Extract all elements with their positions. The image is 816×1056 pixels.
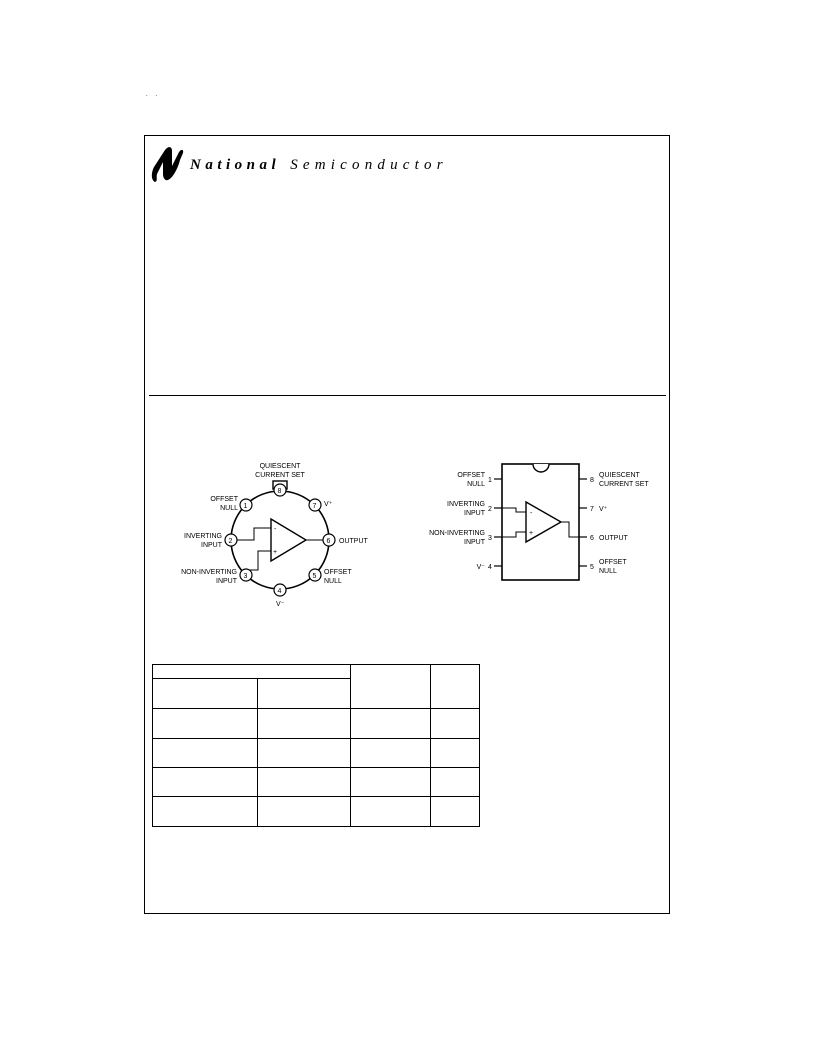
opamp-minus-sign: - bbox=[274, 526, 277, 533]
svg-text:CURRENT SET: CURRENT SET bbox=[255, 472, 305, 479]
round-package-diagram bbox=[176, 456, 376, 616]
svg-text:7: 7 bbox=[590, 506, 594, 513]
svg-text:V⁺: V⁺ bbox=[599, 506, 608, 513]
pin-8 bbox=[255, 463, 305, 496]
svg-text:CURRENT SET: CURRENT SET bbox=[599, 481, 649, 488]
svg-text:INPUT: INPUT bbox=[216, 578, 237, 585]
brand-header bbox=[150, 145, 448, 185]
table-cell bbox=[351, 665, 431, 709]
table-cell bbox=[153, 665, 351, 679]
svg-text:1: 1 bbox=[488, 477, 492, 484]
pin-4 bbox=[274, 584, 286, 608]
svg-text:2: 2 bbox=[488, 506, 492, 513]
svg-text:V⁺: V⁺ bbox=[324, 501, 333, 508]
svg-text:3: 3 bbox=[243, 573, 248, 580]
brand-name-bold: National bbox=[190, 156, 281, 173]
brand-name bbox=[190, 157, 448, 174]
svg-text:2: 2 bbox=[228, 538, 233, 545]
svg-text:OFFSET: OFFSET bbox=[457, 472, 485, 479]
pin-3 bbox=[181, 569, 252, 585]
pin-5 bbox=[309, 569, 352, 585]
table-row bbox=[153, 768, 480, 797]
table-cell bbox=[351, 768, 431, 797]
section-divider bbox=[149, 395, 666, 396]
table-cell bbox=[153, 739, 258, 768]
dip-pin-6 bbox=[590, 535, 629, 542]
svg-text:NON-INVERTING: NON-INVERTING bbox=[181, 569, 237, 576]
pin-2 bbox=[184, 533, 237, 549]
pin-7 bbox=[309, 499, 333, 511]
table-row bbox=[153, 797, 480, 827]
national-semiconductor-logo-icon bbox=[150, 146, 184, 184]
svg-text:4: 4 bbox=[277, 588, 282, 595]
ordering-table bbox=[152, 664, 480, 827]
opamp-plus-sign: + bbox=[273, 549, 278, 556]
table-cell bbox=[258, 679, 351, 709]
svg-text:6: 6 bbox=[590, 535, 594, 542]
table-row bbox=[153, 665, 480, 679]
svg-text:QUIESCENT: QUIESCENT bbox=[259, 463, 301, 470]
svg-text:6: 6 bbox=[326, 538, 331, 545]
package-notch bbox=[533, 464, 549, 472]
svg-text:1: 1 bbox=[243, 503, 248, 510]
table-cell bbox=[431, 739, 480, 768]
svg-text:NULL: NULL bbox=[220, 505, 238, 512]
svg-text:NULL: NULL bbox=[467, 481, 485, 488]
table-cell bbox=[153, 709, 258, 739]
pin-6 bbox=[323, 534, 369, 546]
svg-text:OFFSET: OFFSET bbox=[324, 569, 352, 576]
table-cell bbox=[258, 739, 351, 768]
table-row bbox=[153, 739, 480, 768]
table-cell bbox=[258, 709, 351, 739]
svg-text:5: 5 bbox=[312, 573, 317, 580]
table-cell bbox=[258, 797, 351, 827]
table-cell bbox=[153, 797, 258, 827]
table-row bbox=[153, 709, 480, 739]
wire-pin6 bbox=[561, 522, 579, 537]
svg-text:8: 8 bbox=[277, 488, 282, 495]
svg-text:INVERTING: INVERTING bbox=[184, 533, 222, 540]
table-cell bbox=[351, 739, 431, 768]
wire-pin3 bbox=[502, 532, 526, 537]
svg-text:8: 8 bbox=[590, 477, 594, 484]
svg-text:NON-INVERTING: NON-INVERTING bbox=[429, 530, 485, 537]
table-cell bbox=[351, 709, 431, 739]
opamp-minus-sign: - bbox=[530, 510, 533, 517]
table-cell bbox=[431, 709, 480, 739]
table-cell bbox=[153, 679, 258, 709]
svg-text:QUIESCENT: QUIESCENT bbox=[599, 472, 640, 479]
svg-text:OFFSET: OFFSET bbox=[599, 559, 627, 566]
dip-pin-3 bbox=[429, 530, 492, 546]
svg-text:NULL: NULL bbox=[324, 578, 342, 585]
svg-text:5: 5 bbox=[590, 564, 594, 571]
corner-ticks: . . bbox=[146, 92, 161, 98]
table-cell bbox=[431, 768, 480, 797]
wire-pin3 bbox=[250, 551, 271, 570]
table-cell bbox=[153, 768, 258, 797]
svg-text:INVERTING: INVERTING bbox=[447, 501, 485, 508]
svg-text:OUTPUT: OUTPUT bbox=[339, 538, 368, 545]
brand-name-light: Semiconductor bbox=[290, 156, 448, 173]
svg-text:NULL: NULL bbox=[599, 568, 617, 575]
svg-text:3: 3 bbox=[488, 535, 492, 542]
svg-text:OUTPUT: OUTPUT bbox=[599, 535, 628, 542]
dip-pin-2 bbox=[447, 501, 492, 517]
svg-text:INPUT: INPUT bbox=[464, 510, 485, 517]
dip-pin-7 bbox=[590, 506, 608, 513]
dip-package-diagram bbox=[426, 458, 662, 588]
table-cell bbox=[431, 665, 480, 709]
table-cell bbox=[351, 797, 431, 827]
dip-pin-8 bbox=[590, 472, 649, 488]
svg-text:4: 4 bbox=[488, 564, 492, 571]
svg-text:INPUT: INPUT bbox=[201, 542, 222, 549]
dip-pin-1 bbox=[457, 472, 492, 488]
table-cell bbox=[431, 797, 480, 827]
dip-pin-5 bbox=[590, 559, 627, 575]
svg-text:INPUT: INPUT bbox=[464, 539, 485, 546]
pin-1 bbox=[210, 496, 252, 512]
opamp-plus-sign: + bbox=[529, 530, 534, 537]
wire-pin2 bbox=[237, 528, 271, 540]
table-cell bbox=[258, 768, 351, 797]
svg-text:7: 7 bbox=[312, 503, 317, 510]
svg-text:V⁻: V⁻ bbox=[276, 601, 285, 608]
dip-pin-4 bbox=[477, 564, 492, 571]
svg-text:OFFSET: OFFSET bbox=[210, 496, 238, 503]
wire-pin2 bbox=[502, 508, 526, 512]
svg-text:V⁻: V⁻ bbox=[476, 564, 485, 571]
